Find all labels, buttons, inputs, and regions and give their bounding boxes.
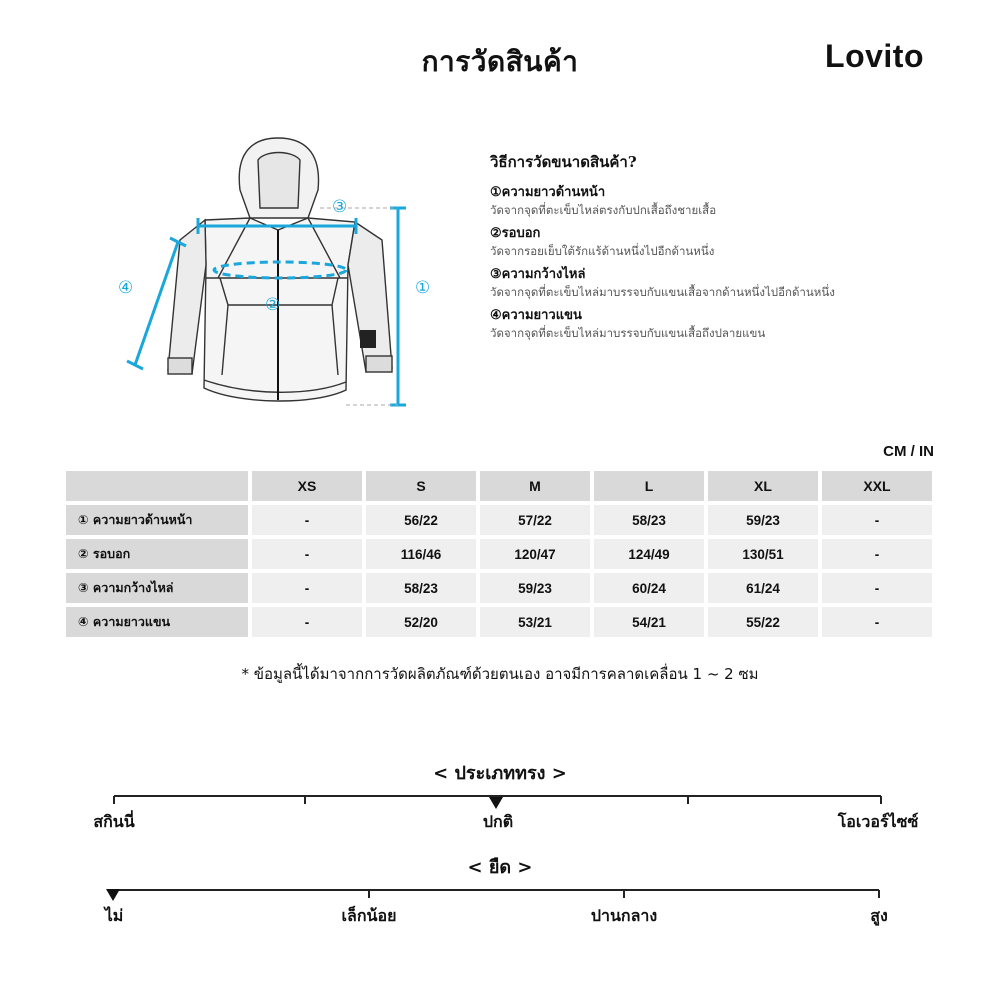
row-label: ② รอบอก [66, 539, 248, 569]
column-header: S [366, 471, 476, 501]
table-row [66, 607, 932, 637]
stretch-label: เล็กน้อย [341, 906, 397, 925]
sleeve-tag [360, 330, 376, 348]
stretch-label: ปานกลาง [590, 906, 658, 925]
guide-item [490, 225, 960, 260]
stretch-scale-title: < ยืด > [467, 857, 533, 878]
guide-item-label: ②รอบอก [490, 226, 541, 241]
stretch-label: สูง [870, 906, 888, 925]
guide-item-label: ①ความยาวด้านหน้า [490, 185, 606, 200]
table-cell: 61/24 [708, 573, 818, 603]
table-cell: 52/20 [366, 607, 476, 637]
jacket-illustration [110, 130, 450, 420]
table-cell: 55/22 [708, 607, 818, 637]
table-cell: - [252, 539, 362, 569]
marker-3: ③ [332, 197, 348, 217]
table-cell: 120/47 [480, 539, 590, 569]
jacket-outline [168, 138, 392, 401]
fit-scale-title: < ประเภททรง > [433, 763, 567, 784]
marker-2: ② [265, 295, 281, 315]
page-title: การวัดสินค้า [421, 45, 579, 78]
table-row [66, 505, 932, 535]
stretch-scale-bar [0, 852, 1000, 932]
table-cell: - [822, 573, 932, 603]
table-cell: - [252, 607, 362, 637]
table-cell: 116/46 [366, 539, 476, 569]
guide-item-desc: วัดจากรอยเย็บใต้รักแร้ด้านหนึ่งไปอีกด้านหนึ่ง [490, 244, 715, 258]
table-cell: 60/24 [594, 573, 704, 603]
stretch-label: ไม่ [104, 906, 124, 925]
guide-item-label: ④ความยาวแขน [490, 308, 582, 323]
table-cell: - [252, 505, 362, 535]
guide-item-desc: วัดจากจุดที่ตะเข็บไหล่ตรงกับปกเสื้อถึงชายเสื้อ [490, 203, 717, 217]
fit-scale [0, 758, 1000, 838]
table-row [66, 573, 932, 603]
table-corner [66, 471, 248, 501]
table-cell: 59/23 [480, 573, 590, 603]
table-cell: 130/51 [708, 539, 818, 569]
guide-item [490, 307, 960, 342]
guide-title: วิธีการวัดขนาดสินค้า? [490, 153, 637, 171]
table-cell: - [822, 539, 932, 569]
guide-item-desc: วัดจากจุดที่ตะเข็บไหล่มาบรรจบกับแขนเสื้อจากด้านหนึ่งไปอีกด้านหนึ่ง [490, 285, 835, 299]
column-header: XXL [822, 471, 932, 501]
fit-label: สกินนี่ [93, 812, 135, 831]
table-cell: - [252, 573, 362, 603]
table-cell: 58/23 [366, 573, 476, 603]
size-table [62, 467, 936, 641]
unit-label: CM / IN [883, 443, 934, 460]
marker-4: ④ [118, 278, 134, 298]
table-cell: - [822, 505, 932, 535]
column-header: M [480, 471, 590, 501]
table-header-row [66, 471, 932, 501]
table-cell: 59/23 [708, 505, 818, 535]
measurement-guide [490, 150, 960, 348]
guide-item [490, 184, 960, 219]
marker-1: ① [415, 278, 431, 298]
row-label: ④ ความยาวแขน [66, 607, 248, 637]
guide-item-desc: วัดจากจุดที่ตะเข็บไหล่มาบรรจบกับแขนเสื้อถึงปลายแขน [490, 326, 766, 340]
measurement-note: * ข้อมูลนี้ได้มาจากการวัดผลิตภัณฑ์ด้วยตนเอง อาจมีการคลาดเคลื่อน 1 ~ 2 ซม [241, 665, 759, 683]
table-cell: 124/49 [594, 539, 704, 569]
row-label: ③ ความกว้างไหล่ [66, 573, 248, 603]
fit-selected-marker [489, 797, 503, 809]
column-header: XL [708, 471, 818, 501]
table-cell: 56/22 [366, 505, 476, 535]
brand-logo: Lovito [825, 38, 924, 74]
row-label: ① ความยาวด้านหน้า [66, 505, 248, 535]
guide-item [490, 266, 960, 301]
stretch-selected-marker [106, 889, 120, 901]
column-header: XS [252, 471, 362, 501]
guide-item-label: ③ความกว้างไหล่ [490, 267, 586, 282]
jacket-drawing [110, 130, 450, 420]
fit-label: ปกติ [482, 812, 514, 831]
table-cell: 57/22 [480, 505, 590, 535]
table-cell: 53/21 [480, 607, 590, 637]
table-row [66, 539, 932, 569]
table-cell: - [822, 607, 932, 637]
stretch-scale [0, 852, 1000, 932]
table-cell: 54/21 [594, 607, 704, 637]
fit-label: โอเวอร์ไซซ์ [837, 812, 919, 831]
table-cell: 58/23 [594, 505, 704, 535]
column-header: L [594, 471, 704, 501]
